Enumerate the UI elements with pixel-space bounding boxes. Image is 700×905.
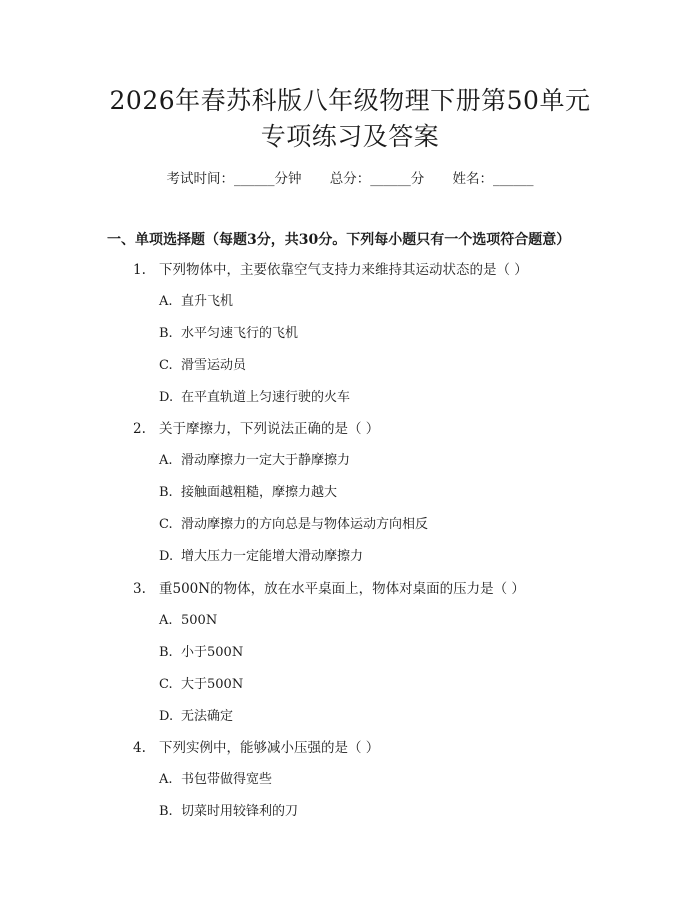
option-text: 无法确定 bbox=[181, 709, 234, 724]
question-2-option-d bbox=[159, 548, 363, 566]
question-text: 下列实例中，能够减小压强的是（ ） bbox=[159, 740, 380, 756]
question-3-option-d bbox=[159, 708, 233, 726]
option-letter: B. bbox=[159, 326, 173, 341]
option-letter: D. bbox=[159, 709, 174, 724]
option-text: 在平直轨道上匀速行驶的火车 bbox=[181, 390, 351, 405]
option-text: 增大压力一定能增大滑动摩擦力 bbox=[181, 549, 364, 564]
question-4-option-b bbox=[159, 803, 298, 821]
exam-time-field: 考试时间：______分钟 bbox=[166, 171, 302, 187]
option-text: 水平匀速飞行的飞机 bbox=[181, 326, 299, 341]
question-4-option-a bbox=[159, 771, 272, 789]
question-1 bbox=[133, 261, 528, 279]
question-text: 关于摩擦力，下列说法正确的是（ ） bbox=[159, 421, 380, 437]
student-name-field: 姓名：______ bbox=[452, 171, 534, 187]
option-letter: B. bbox=[159, 645, 173, 660]
question-number: 2. bbox=[133, 421, 146, 437]
question-3 bbox=[133, 580, 525, 598]
total-score-field: 总分：______分 bbox=[329, 171, 425, 187]
option-letter: A. bbox=[159, 772, 173, 787]
question-text: 下列物体中，主要依靠空气支持力来维持其运动状态的是（ ） bbox=[159, 262, 528, 278]
page-title-line-1: 2026年春苏科版八年级物理下册第50单元 bbox=[109, 86, 591, 115]
question-3-option-c bbox=[159, 676, 243, 694]
option-text: 接触面越粗糙，摩擦力越大 bbox=[181, 485, 338, 500]
option-letter: B. bbox=[159, 804, 173, 819]
question-4 bbox=[133, 739, 379, 757]
question-text: 重500N的物体，放在水平桌面上，物体对桌面的压力是（ ） bbox=[159, 581, 525, 597]
page-title-line-2: 专项练习及答案 bbox=[260, 122, 440, 151]
option-letter: A. bbox=[159, 453, 173, 468]
option-text: 直升飞机 bbox=[181, 294, 234, 309]
question-2 bbox=[133, 420, 379, 438]
option-text: 滑动摩擦力一定大于静摩擦力 bbox=[181, 453, 351, 468]
option-letter: D. bbox=[159, 390, 174, 405]
question-1-option-c bbox=[159, 357, 246, 375]
question-2-option-a bbox=[159, 452, 350, 470]
option-letter: C. bbox=[159, 358, 173, 373]
question-3-option-a bbox=[159, 612, 217, 630]
option-letter: C. bbox=[159, 517, 173, 532]
question-2-option-b bbox=[159, 484, 337, 502]
option-text: 书包带做得宽些 bbox=[181, 772, 273, 787]
question-2-option-c bbox=[159, 516, 428, 534]
question-1-option-d bbox=[159, 389, 350, 407]
question-number: 4. bbox=[133, 740, 146, 756]
option-letter: A. bbox=[159, 613, 173, 628]
option-text: 滑雪运动员 bbox=[181, 358, 247, 373]
option-text: 切菜时用较锋利的刀 bbox=[181, 804, 299, 819]
option-letter: A. bbox=[159, 294, 173, 309]
question-1-option-a bbox=[159, 293, 233, 311]
question-1-option-b bbox=[159, 325, 298, 343]
option-letter: B. bbox=[159, 485, 173, 500]
option-text: 500N bbox=[181, 613, 218, 628]
exam-meta bbox=[0, 170, 700, 188]
option-text: 小于500N bbox=[181, 645, 244, 660]
option-text: 大于500N bbox=[181, 677, 244, 692]
section-heading-single-choice: 一、单项选择题（每题3分，共30分。下列每小题只有一个选项符合题意） bbox=[107, 232, 571, 248]
option-text: 滑动摩擦力的方向总是与物体运动方向相反 bbox=[181, 517, 429, 532]
option-letter: C. bbox=[159, 677, 173, 692]
question-3-option-b bbox=[159, 644, 243, 662]
option-letter: D. bbox=[159, 549, 174, 564]
question-number: 1. bbox=[133, 262, 146, 278]
question-number: 3. bbox=[133, 581, 146, 597]
